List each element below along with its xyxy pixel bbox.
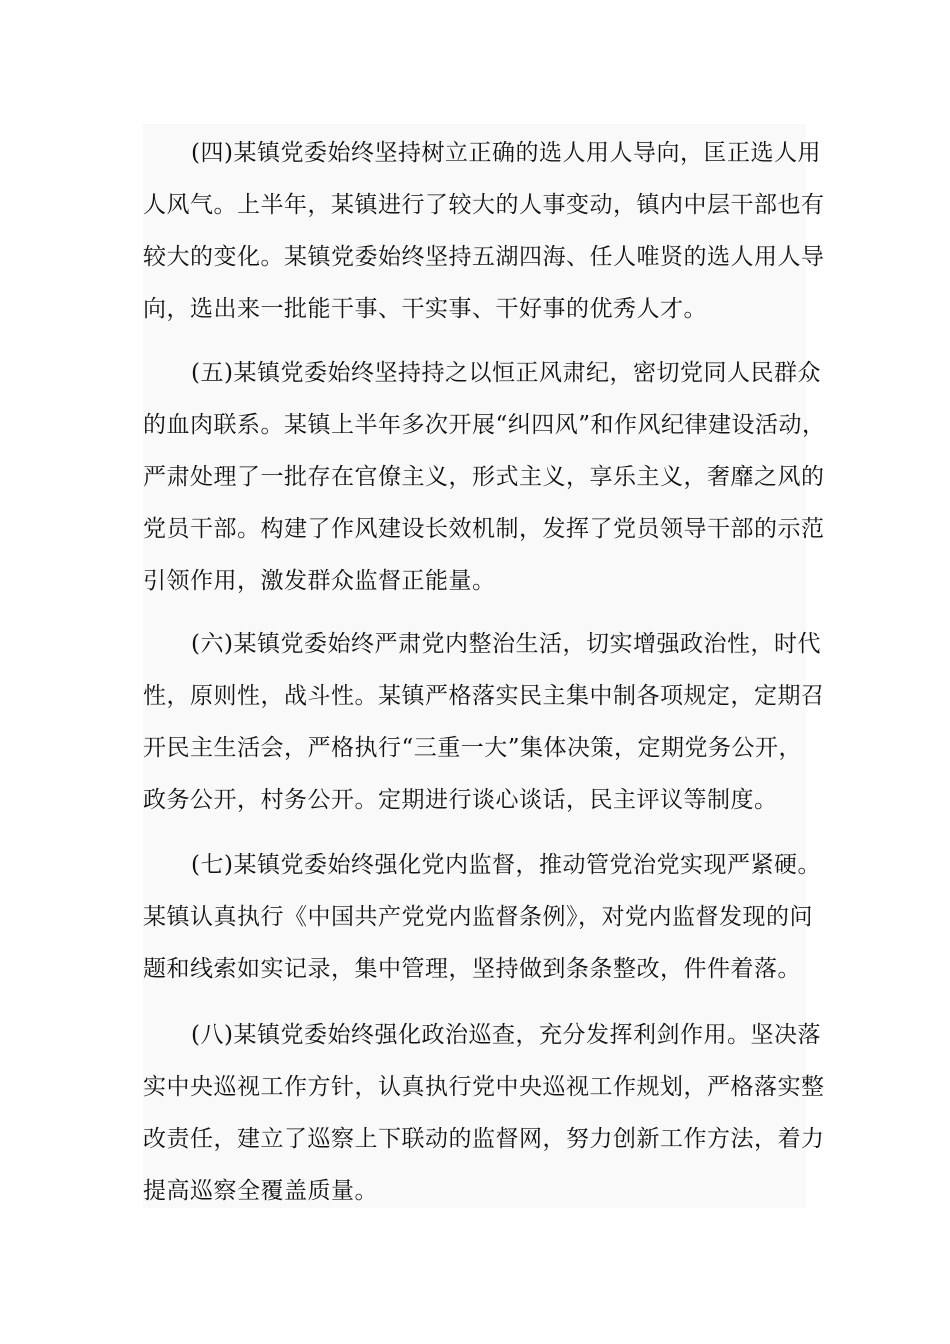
text-line: (四)某镇党委始终坚持树立正确的选人用人导向，匡正选人用 [191,140,821,166]
text-line: 改责任，建立了巡察上下联动的监督网，努力创新工作方法，着力 [143,1126,825,1152]
text-line: 较大的变化。某镇党委始终坚持五湖四海、任人唯贤的选人用人导 [143,244,825,270]
text-line: 题和线索如实记录，集中管理，坚持做到条条整改，件件着落。 [143,956,801,982]
text-line: 向，选出来一批能干事、干实事、干好事的优秀人才。 [143,296,707,322]
text-line: (六)某镇党委始终严肃党内整治生活，切实增强政治性，时代 [191,631,821,657]
text-line: 某镇认真执行《中国共产党党内监督条例》，对党内监督发现的问 [143,904,813,930]
paragraph-5 [143,347,826,607]
text-line: 开民主生活会，严格执行“三重一大”集体决策，定期党务公开， [143,735,803,761]
text-line: 提高巡察全覆盖质量。 [143,1178,378,1204]
document-body [143,124,826,1208]
text-line: 的血肉联系。某镇上半年多次开展“纠四风”和作风纪律建设活动， [143,412,826,438]
text-line: (八)某镇党委始终强化政治巡查，充分发挥利剑作用。坚决落 [191,1022,821,1048]
text-line: 人风气。上半年，某镇进行了较大的人事变动，镇内中层干部也有 [143,192,825,218]
paragraph-8 [143,1009,825,1217]
text-line: 严肃处理了一批存在官僚主义，形式主义，享乐主义，奢靡之风的 [143,464,825,490]
text-line: (五)某镇党委始终坚持持之以恒正风肃纪，密切党同人民群众 [191,360,821,386]
paragraph-6 [143,618,825,826]
paragraph-4 [143,127,825,335]
text-line: 党员干部。构建了作风建设长效机制，发挥了党员领导干部的示范 [143,516,825,542]
text-line: 政务公开，村务公开。定期进行谈心谈话，民主评议等制度。 [143,787,778,813]
text-line: 性，原则性，战斗性。某镇严格落实民主集中制各项规定，定期召 [143,683,825,709]
text-line: 实中央巡视工作方针，认真执行党中央巡视工作规划，严格落实整 [143,1074,825,1100]
text-line: 引领作用，激发群众监督正能量。 [143,568,496,594]
paragraph-7 [143,839,821,995]
text-line: (七)某镇党委始终强化党内监督，推动管党治党实现严紧硬。 [191,852,821,878]
